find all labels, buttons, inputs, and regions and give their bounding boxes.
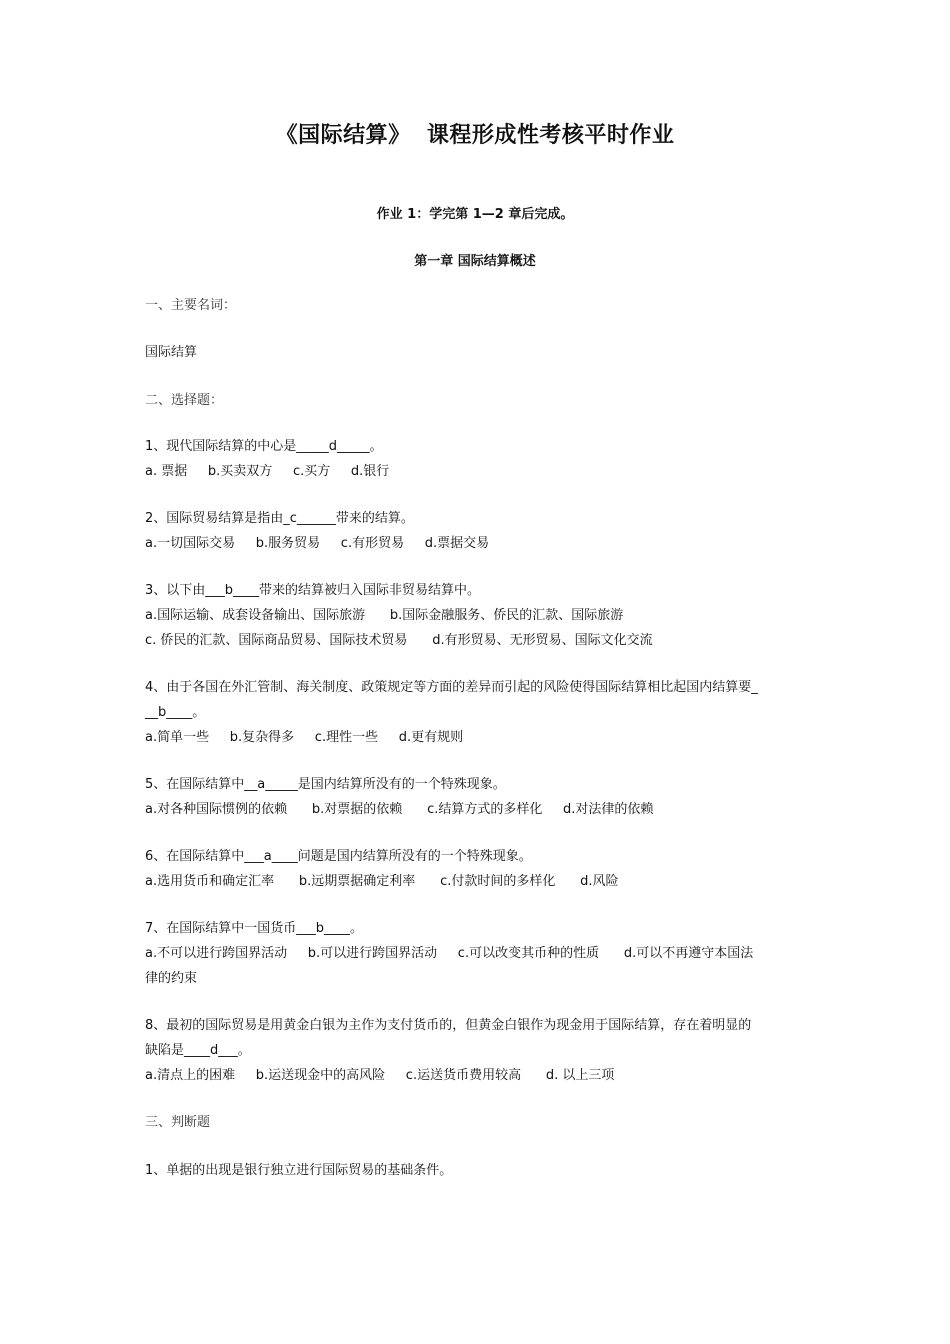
question-2-stem: 2、国际贸易结算是指由_c______带来的结算。 <box>145 511 414 526</box>
term-item: 国际结算 <box>145 345 198 360</box>
chapter-heading: 第一章 国际结算概述 <box>414 254 536 269</box>
question-1-options: a. 票据 b.买卖双方 c.买方 d.银行 <box>145 464 390 479</box>
question-7-options-cont: 律的约束 <box>145 971 198 986</box>
question-6-options: a.选用货币和确定汇率 b.远期票据确定利率 c.付款时间的多样化 d.风险 <box>145 874 619 889</box>
document-title: 《国际结算》 课程形成性考核平时作业 <box>275 123 675 148</box>
question-5-stem: 5、在国际结算中__a_____是国内结算所没有的一个特殊现象。 <box>145 777 506 792</box>
assignment-heading: 作业 1：学完第 1—2 章后完成。 <box>376 207 574 222</box>
question-2-options: a.一切国际交易 b.服务贸易 c.有形贸易 d.票据交易 <box>145 536 490 551</box>
question-4-options: a.简单一些 b.复杂得多 c.理性一些 d.更有规则 <box>145 730 464 745</box>
judge-heading: 三、判断题 <box>145 1115 211 1130</box>
question-8-stem-cont: 缺陷是____d___。 <box>145 1043 251 1058</box>
question-3-options: a.国际运输、成套设备输出、国际旅游 b.国际金融服务、侨民的汇款、国际旅游 <box>145 608 624 623</box>
question-1-stem: 1、现代国际结算的中心是_____d_____。 <box>145 439 383 454</box>
question-4-stem-cont: __b____。 <box>145 705 206 720</box>
question-8-stem: 8、最初的国际贸易是用黄金白银为主作为支付货币的，但黄金白银作为现金用于国际结算，存在着明显的 <box>145 1018 752 1033</box>
terms-heading: 一、主要名词： <box>145 298 237 313</box>
question-6-stem: 6、在国际结算中___a____问题是国内结算所没有的一个特殊现象。 <box>145 849 532 864</box>
question-7-options: a.不可以进行跨国界活动 b.可以进行跨国界活动 c.可以改变其币种的性质 d.可以不再遵守本国法 <box>145 946 754 961</box>
question-5-options: a.对各种国际惯例的依赖 b.对票据的依赖 c.结算方式的多样化 d.对法律的依赖 <box>145 802 654 817</box>
choice-heading: 二、选择题： <box>145 393 224 408</box>
question-3-stem: 3、以下由___b____带来的结算被归入国际非贸易结算中。 <box>145 583 481 598</box>
question-7-stem: 7、在国际结算中一国货币___b____。 <box>145 921 364 936</box>
question-3-options-cont: c. 侨民的汇款、国际商品贸易、国际技术贸易 d.有形贸易、无形贸易、国际文化交流 <box>145 633 653 648</box>
judge-item: 1、单据的出现是银行独立进行国际贸易的基础条件。 <box>145 1163 453 1178</box>
question-8-options: a.清点上的困难 b.运送现金中的高风险 c.运送货币费用较高 d. 以上三项 <box>145 1068 615 1083</box>
question-4-stem: 4、由于各国在外汇管制、海关制度、政策规定等方面的差异而引起的风险使得国际结算相比起国内结算要_ <box>145 680 758 695</box>
